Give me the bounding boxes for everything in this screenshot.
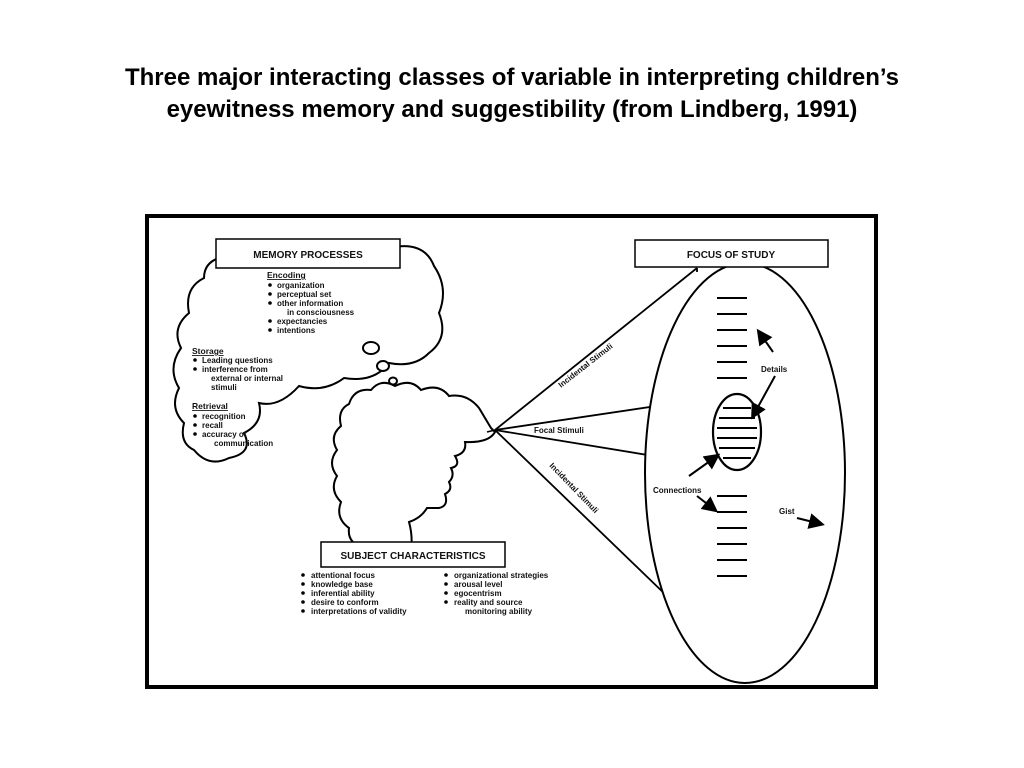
subject-item: desire to conform: [311, 598, 379, 607]
subject-item: organizational strategies: [454, 571, 549, 580]
title-line-2: eyewitness memory and suggestibility (from Lindberg, 1991): [166, 96, 858, 123]
subject-item: interpretations of validity: [311, 607, 407, 616]
retrieval-item: communication: [214, 439, 274, 448]
incidental-stimuli-top-label: Incidental Stimuli: [556, 341, 615, 390]
subject-col-1: [301, 571, 407, 616]
title-line-1: Three major interacting classes of variable in interpreting children’s: [124, 64, 899, 91]
subject-item: monitoring ability: [465, 607, 533, 616]
encoding-item: other information: [277, 299, 344, 308]
storage-item: external or internal: [211, 374, 284, 383]
encoding-item: in consciousness: [287, 308, 355, 317]
encoding-item: intentions: [277, 326, 316, 335]
subject-characteristics-title: SUBJECT CHARACTERISTICS: [340, 551, 486, 562]
subject-item: attentional focus: [311, 571, 376, 580]
encoding-heading: Encoding: [267, 270, 306, 280]
storage-item: stimuli: [211, 383, 237, 392]
encoding-item: organization: [277, 281, 325, 290]
focus-of-study-title: FOCUS OF STUDY: [686, 250, 776, 261]
subject-item: inferential ability: [311, 589, 375, 598]
retrieval-heading: Retrieval: [192, 401, 228, 411]
memory-processes-box: [216, 239, 400, 268]
subject-item: knowledge base: [311, 580, 373, 589]
storage-item: Leading questions: [202, 356, 273, 365]
gist-label: Gist: [779, 507, 795, 516]
focal-stimuli-label: Focal Stimuli: [534, 426, 584, 435]
retrieval-item: accuracy of: [202, 430, 247, 439]
subject-item: arousal level: [454, 580, 503, 589]
incidental-stimuli-bottom-label: Incidental Stimuli: [547, 461, 601, 516]
encoding-item: expectancies: [277, 317, 328, 326]
subject-col-2: [444, 571, 549, 616]
slide-title: [40, 62, 984, 126]
focal-memory-ellipse: [713, 394, 761, 470]
details-label: Details: [761, 365, 788, 374]
encoding-item: perceptual set: [277, 290, 332, 299]
retrieval-item: recognition: [202, 412, 246, 421]
memory-processes-title: MEMORY PROCESSES: [253, 250, 363, 261]
subject-item: reality and source: [454, 598, 523, 607]
subject-characteristics-box: [321, 542, 505, 567]
retrieval-item: recall: [202, 421, 223, 430]
diagram-canvas: [149, 218, 874, 685]
storage-heading: Storage: [192, 346, 224, 356]
focus-of-study-box: [635, 240, 828, 267]
lindberg-diagram: [145, 214, 878, 689]
storage-item: interference from: [202, 365, 268, 374]
focus-ellipse: [645, 263, 845, 683]
connections-label: Connections: [653, 486, 702, 495]
child-head-illustration: [332, 383, 495, 552]
subject-item: egocentrism: [454, 589, 502, 598]
